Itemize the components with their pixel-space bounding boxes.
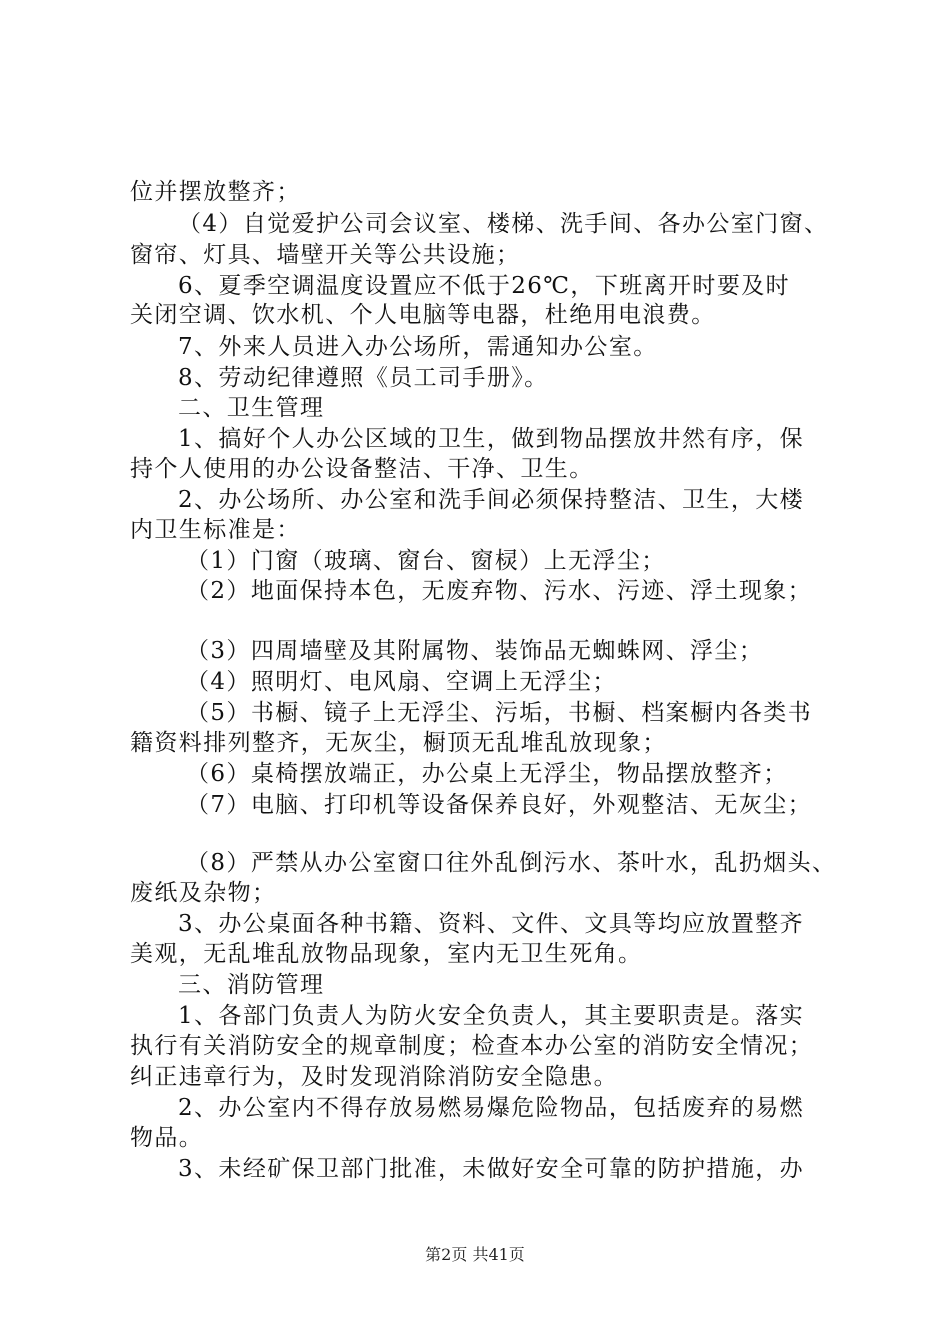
text-line: 执行有关消防安全的规章制度；检查本办公室的消防安全情况； bbox=[130, 1033, 814, 1059]
text-line: 6、夏季空调温度设置应不低于26℃，下班离开时要及时 bbox=[178, 273, 791, 299]
section-heading: 二、卫生管理 bbox=[178, 395, 325, 421]
text-line: 1、搞好个人办公区域的卫生，做到物品摆放井然有序，保 bbox=[178, 426, 805, 452]
text-line: （7）电脑、打印机等设备保养良好，外观整洁、无灰尘； bbox=[186, 792, 813, 818]
text-line: （2）地面保持本色，无废弃物、污水、污迹、浮土现象； bbox=[186, 578, 813, 604]
section-heading: 三、消防管理 bbox=[178, 972, 325, 998]
page-number-footer: 第2页 共41页 bbox=[425, 1245, 525, 1264]
text-line: （4）照明灯、电风扇、空调上无浮尘； bbox=[186, 669, 617, 695]
text-line: 内卫生标准是： bbox=[130, 517, 301, 543]
text-line: 美观，无乱堆乱放物品现象，室内无卫生死角。 bbox=[130, 941, 643, 967]
text-line: 3、办公桌面各种书籍、资料、文件、文具等均应放置整齐 bbox=[178, 911, 805, 937]
text-line: 2、办公室内不得存放易燃易爆危险物品，包括废弃的易燃 bbox=[178, 1095, 805, 1121]
text-line: 纠正违章行为，及时发现消除消防安全隐患。 bbox=[130, 1064, 618, 1090]
text-line: （3）四周墙壁及其附属物、装饰品无蜘蛛网、浮尘； bbox=[186, 638, 764, 664]
text-line: （8）严禁从办公室窗口往外乱倒污水、茶叶水，乱扔烟头、 bbox=[186, 850, 837, 876]
text-line: 8、劳动纪律遵照《员工司手册》。 bbox=[178, 365, 549, 391]
text-line: 关闭空调、饮水机、个人电脑等电器，杜绝用电浪费。 bbox=[130, 302, 716, 328]
text-line: 物品。 bbox=[130, 1125, 204, 1151]
text-line: 7、外来人员进入办公场所，需通知办公室。 bbox=[178, 334, 658, 360]
text-line: 3、未经矿保卫部门批准，未做好安全可靠的防护措施，办 bbox=[178, 1156, 805, 1182]
text-line: 持个人使用的办公设备整洁、干净、卫生。 bbox=[130, 456, 594, 482]
text-line: 窗帘、灯具、墙壁开关等公共设施； bbox=[130, 242, 521, 268]
text-line: 籍资料排列整齐，无灰尘，橱顶无乱堆乱放现象； bbox=[130, 730, 667, 756]
text-line: 1、各部门负责人为防火安全负责人，其主要职责是。落实 bbox=[178, 1003, 805, 1029]
text-line: （1）门窗（玻璃、窗台、窗棂）上无浮尘； bbox=[186, 548, 666, 574]
text-line: 废纸及杂物； bbox=[130, 880, 277, 906]
text-line: （6）桌椅摆放端正，办公桌上无浮尘，物品摆放整齐； bbox=[186, 761, 788, 787]
text-line: （4）自觉爱护公司会议室、楼梯、洗手间、各办公室门窗、 bbox=[178, 211, 829, 237]
text-line: 2、办公场所、办公室和洗手间必须保持整洁、卫生，大楼 bbox=[178, 487, 805, 513]
text-line: （5）书橱、镜子上无浮尘、污垢，书橱、档案橱内各类书 bbox=[186, 700, 813, 726]
text-line: 位并摆放整齐； bbox=[130, 179, 301, 205]
